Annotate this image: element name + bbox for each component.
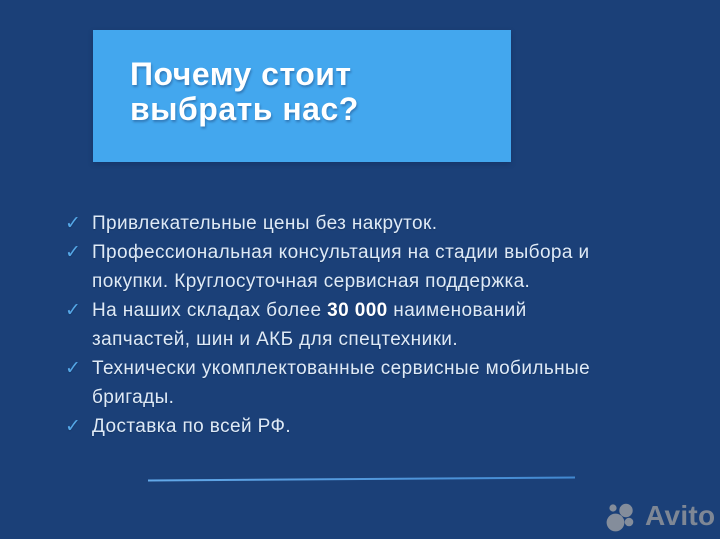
list-item — [65, 238, 655, 296]
avito-watermark — [605, 499, 715, 535]
text-line: бригады. — [92, 387, 175, 408]
page-title-line-1: Почему стоит — [130, 56, 352, 92]
text-segment: наименований — [387, 300, 527, 321]
text-line: Доставка по всей РФ. — [92, 416, 292, 437]
text-line: Технически укомплектованные сервисные мобильные — [92, 358, 591, 379]
header-box — [93, 30, 511, 162]
list-item — [65, 412, 655, 441]
highlighted-count: 30 000 — [327, 300, 388, 321]
check-icon: ✓ — [65, 242, 81, 263]
list-item — [65, 296, 655, 354]
list-item-text — [92, 209, 437, 238]
list-item-text — [92, 238, 590, 296]
check-icon: ✓ — [65, 358, 81, 379]
list-item — [65, 209, 655, 238]
check-icon: ✓ — [65, 213, 81, 234]
text-line — [92, 296, 527, 325]
avito-dots-icon — [605, 499, 640, 535]
divider-line — [148, 477, 575, 482]
text-line: запчастей, шин и АКБ для спецтехники. — [92, 329, 458, 350]
list-item — [65, 354, 655, 412]
list-item-text — [92, 412, 291, 441]
page-title — [130, 57, 359, 127]
text-line: покупки. Круглосуточная сервисная поддержка. — [92, 271, 531, 292]
page-title-line-2: выбрать нас? — [130, 91, 359, 127]
check-icon: ✓ — [65, 416, 81, 437]
text-line: Профессиональная консультация на стадии выбора и — [92, 242, 590, 263]
list-item-text — [92, 354, 590, 412]
text-line: Привлекательные цены без накруток. — [92, 213, 438, 234]
check-icon: ✓ — [65, 300, 81, 321]
benefits-list — [65, 209, 655, 441]
list-item-text — [92, 296, 527, 354]
text-segment: На наших складах более — [92, 300, 328, 321]
avito-brand-text: Avito — [645, 500, 716, 531]
